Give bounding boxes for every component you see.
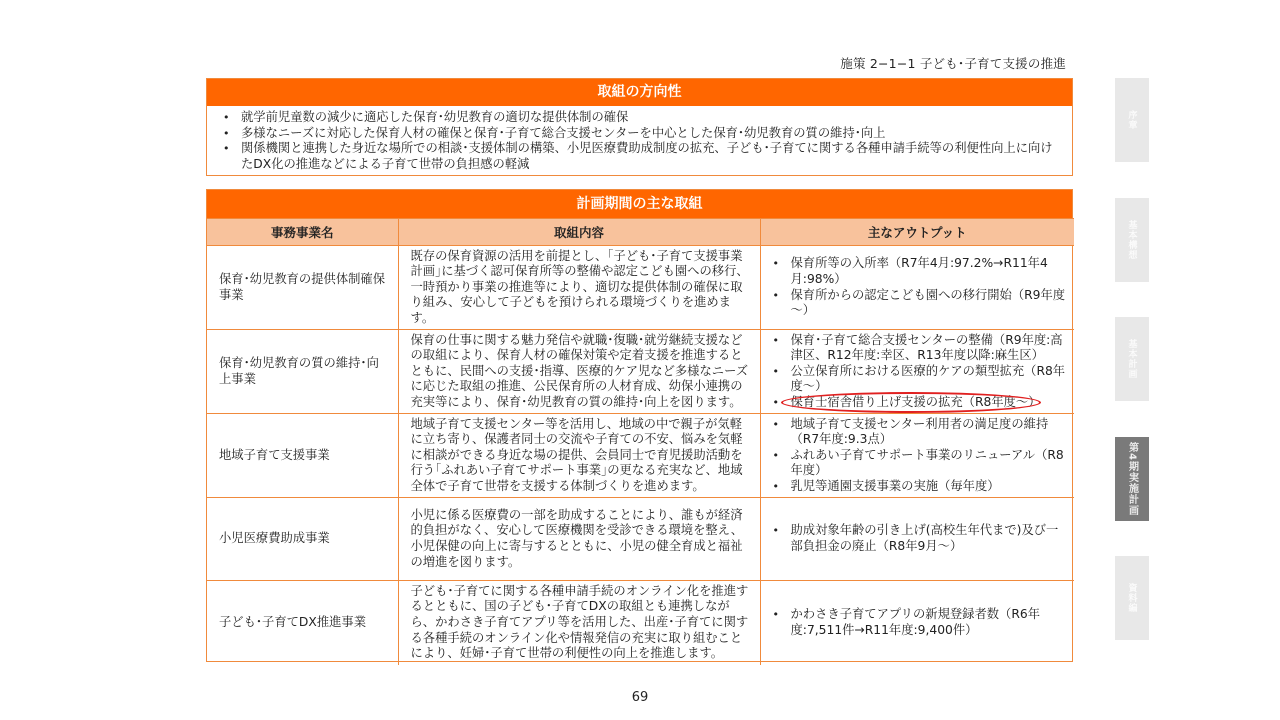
output-item-text: 保育士宿舎借り上げ支援の拡充（R8年度～） xyxy=(790,394,1041,409)
table-row xyxy=(207,246,1074,330)
side-tab-implementation-plan[interactable]: 第4期実施計画 xyxy=(1115,437,1149,521)
project-content: 地域子育て支援センター等を活用し、地域の中で親子が気軽に立ち寄り、保護者同士の交流や子育ての不安、悩みを気軽に相談ができる身近な場の提供、会員同士で育児援助活動を行う｢ふれあい子育てサポート事業｣の更なる充実など、地域全体で子育て世帯を支援する体制づくりを進めます。 xyxy=(398,414,760,498)
output-item: • 保育･子育て総合支援センターの整備（R9年度:高津区、R12年度:幸区、R13年度以降:麻生区） xyxy=(771,333,1067,364)
output-item: • 公立保育所における医療的ケアの類型拡充（R8年度～） xyxy=(771,364,1067,395)
project-content: 小児に係る医療費の一部を助成することにより、誰もが経済的負担がなく、安心して医療機関を受診できる環境を整え、小児保健の向上に寄与するとともに、小児の健全育成と福祉の増進を図ります。 xyxy=(398,498,760,581)
output-item: • ふれあい子育てサポート事業のリニューアル（R8年度） xyxy=(771,448,1067,479)
side-tab-basic-concept[interactable]: 基本構想 xyxy=(1115,198,1149,282)
output-item: • 助成対象年齢の引き上げ(高校生年代まで)及び一部負担金の廃止（R8年9月～） xyxy=(771,523,1067,554)
project-name: 子ども･子育てDX推進事業 xyxy=(207,581,398,665)
project-outputs xyxy=(760,498,1074,581)
table-row xyxy=(207,581,1074,665)
side-tab-appendix[interactable]: 資料編 xyxy=(1115,556,1149,640)
output-item-highlighted xyxy=(771,395,1067,411)
page-header-title: 施策 2−1−1 子ども･子育て支援の推進 xyxy=(840,56,1066,71)
direction-list xyxy=(207,106,1072,172)
side-tab-prologue[interactable]: 序章 xyxy=(1115,78,1149,162)
output-item: • 保育所等の入所率（R7年4月:97.2%→R11年4月:98%） xyxy=(771,256,1067,287)
project-content: 既存の保育資源の活用を前提とし、｢子ども･子育て支援事業計画｣に基づく認可保育所等の整備や認定こども園への移行、一時預かり事業の推進等により、適切な提供体制の確保に取り組み、安心して子どもを預けられる環境づくりを進めます。 xyxy=(398,246,760,330)
plan-heading: 計画期間の主な取組 xyxy=(207,190,1072,218)
column-header-outputs: 主なアウトプット xyxy=(760,219,1074,246)
project-content: 子ども･子育てに関する各種申請手続のオンライン化を推進するとともに、国の子ども･子育てDXの取組とも連携しながら、かわさき子育てアプリ等を活用した、出産･子育てに関する各種手続のオンライン化や情報発信の充実に取り組むことにより、妊婦･子育て世帯の利便性の向上を推進します。 xyxy=(398,581,760,665)
plan-section xyxy=(206,189,1073,662)
project-outputs xyxy=(760,581,1074,665)
output-item: • 保育所からの認定こども園への移行開始（R9年度～） xyxy=(771,288,1067,319)
project-name: 保育･幼児教育の提供体制確保事業 xyxy=(207,246,398,330)
project-name: 小児医療費助成事業 xyxy=(207,498,398,581)
table-row xyxy=(207,414,1074,498)
column-header-project-name: 事務事業名 xyxy=(207,219,398,246)
direction-item: • 関係機関と連携した身近な場所での相談･支援体制の構築、小児医療費助成制度の拡充、子ども･子育てに関する各種申請手続等の利便性向上に向けたDX化の推進などによる子育て世帯の負担感の軽減 xyxy=(219,141,1060,172)
project-outputs xyxy=(760,330,1074,414)
column-header-content: 取組内容 xyxy=(398,219,760,246)
table-row xyxy=(207,330,1074,414)
output-item: • 地域子育て支援センター利用者の満足度の維持（R7年度:9.3点） xyxy=(771,417,1067,448)
direction-section xyxy=(206,78,1073,176)
project-name: 地域子育て支援事業 xyxy=(207,414,398,498)
side-tab-basic-plan[interactable]: 基本計画 xyxy=(1115,317,1149,401)
page-number: 69 xyxy=(631,690,649,705)
output-item: • かわさき子育てアプリの新規登録者数（R6年度:7,511件→R11年度:9,400件） xyxy=(771,607,1067,638)
output-item: • 乳児等通園支援事業の実施（毎年度） xyxy=(771,479,1067,495)
direction-heading: 取組の方向性 xyxy=(207,79,1072,106)
project-outputs xyxy=(760,414,1074,498)
project-outputs xyxy=(760,246,1074,330)
direction-item: • 就学前児童数の減少に適応した保育･幼児教育の適切な提供体制の確保 xyxy=(219,110,1060,126)
project-name: 保育･幼児教育の質の維持･向上事業 xyxy=(207,330,398,414)
direction-item: • 多様なニーズに対応した保育人材の確保と保育･子育て総合支援センターを中心とした保育･幼児教育の質の維持･向上 xyxy=(219,126,1060,142)
plan-table xyxy=(207,218,1074,665)
project-content: 保育の仕事に関する魅力発信や就職･復職･就労継続支援などの取組により、保育人材の確保対策や定着支援を推進するとともに、民間への支援･指導、医療的ケア児など多様なニーズに応じた取組の推進、公民保育所の人材育成、幼保小連携の充実等により、保育･幼児教育の質の維持･向上を図ります。 xyxy=(398,330,760,414)
table-row xyxy=(207,498,1074,581)
